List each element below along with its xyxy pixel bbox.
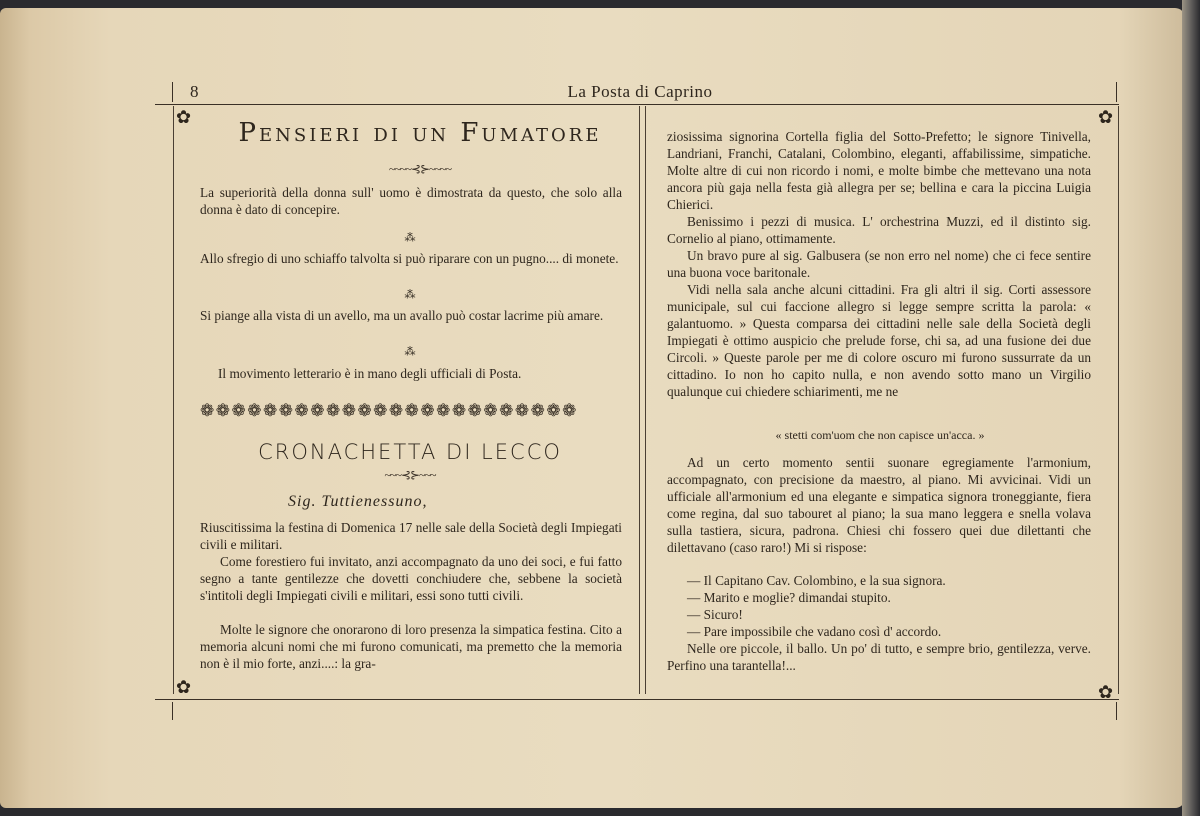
dialogue-line-3: — Sicuro!	[687, 607, 743, 622]
corner-ornament-icon: ✿	[1098, 107, 1114, 127]
right-paragraph-2: Benissimo i pezzi di musica. L' orchestrina Muzzi, ed il distinto sig. Cornelio al piano, ottimamente.	[667, 214, 1091, 246]
page-number: 8	[190, 82, 199, 101]
pensiero-1: La superiorità della donna sull' uomo è dimostrata da questo, che solo alla donna è dato di concepire.	[200, 185, 622, 217]
right-paragraph-5: Ad un certo momento sentii suonare egregiamente l'armonium, accompagnato, con precisione da maestro, al piano. Mi avvicinai. Vidi un ufficiale all'armonium ed una elegante e simpatica signora troneggiante, fiera come regina, dal suo tabouret al piano; la sua mano leggera e snella volava sulla tastiera, sicura, padrona. Chiesi chi fossero quei due dilettanti che dilettavano (caso raro!) Mi si rispose:	[667, 455, 1091, 555]
right-paragraph-3: Un bravo pure al sig. Galbusera (se non erro nel nome) che ci fece sentire una buona voce baritonale.	[667, 248, 1091, 280]
dialogue-line-1: — Il Capitano Cav. Colombino, e la sua signora.	[687, 573, 946, 588]
footer-tick-left	[172, 702, 173, 720]
dinkus-icon: ⁂	[404, 346, 416, 358]
swirl-divider-icon: ~~~~⊰⊱~~~~	[388, 162, 452, 176]
page-edge	[1182, 0, 1200, 816]
dinkus-icon: ⁂	[404, 289, 416, 301]
dinkus-icon: ⁂	[404, 232, 416, 244]
right-paragraph-4: Vidi nella sala anche alcuni cittadini. Fra gli altri il sig. Corti assessore municipale, sul cui faccione allegro si legge sempre scritta la parola: « galantuomo. » Questa comparsa dei cittadini nelle sale della Società degli Impiegati è ottimo auspicio che prelude forse, chi sa, ad una fusione dei due Circoli. » Queste parole per me di colore oscuro mi furono sussurrate da un cittadino. Io non ho capito nulla, e non avendo sotto mano un Virgilio qualunque cui chiedere schiarimenti, me ne	[667, 282, 1091, 399]
right-paragraph-1: ziosissima signorina Cortella figlia del Sotto-Prefetto; le signore Tinivella, Landriani, Franchi, Catalani, Colombino, eleganti, affabilissime, simpatiche. Molte altre di cui non ricordo i nomi, e molte bimbe che mettevano una nota ancora più gaja nella festa già allegra per se; bellina e cara la piccina Luigia Chierici.	[667, 129, 1091, 212]
footer-tick-right	[1116, 702, 1117, 720]
right-paragraph-6: Nelle ore piccole, il ballo. Un po' di tutto, e sempre brio, gentilezza, verve. Perfino una tarantella!...	[667, 641, 1091, 673]
swirl-divider-icon: ~~~⊰⊱~~~	[384, 468, 436, 482]
journal-title: La Posta di Caprino	[567, 82, 713, 101]
running-header	[160, 82, 1120, 102]
dante-quote: « stetti com'uom che non capisce un'acca. »	[775, 428, 985, 442]
corner-ornament-icon: ✿	[176, 677, 192, 697]
article-title-pensieri: Pensieri di un Fumatore	[238, 118, 602, 148]
cronaca-paragraph-2: Come forestiero fui invitato, anzi accompagnato da uno dei soci, e fui fatto segno a tante gentilezze che dovetti conchiudere che, sebbene la società s'intitoli degli Impiegati civili e militari, essi sono tutti civili.	[200, 554, 622, 603]
pensiero-2: Allo sfregio di uno schiaffo talvolta si può riparare con un pugno.... di monete.	[200, 251, 619, 266]
article-title-cronachetta: CRONACHETTA DI LECCO	[258, 440, 562, 464]
header-tick-right	[1116, 82, 1117, 102]
salutation: Sig. Tuttienessuno,	[288, 493, 428, 510]
cronaca-paragraph-1: Riuscitissima la festina di Domenica 17 nelle sale della Società degli Impiegati civili e militari.	[200, 520, 622, 552]
corner-ornament-icon: ✿	[1098, 682, 1114, 702]
ornamental-band-icon: ❁❁❁❁❁❁❁❁❁❁❁❁❁❁❁❁❁❁❁❁❁❁❁❁	[200, 401, 578, 419]
pensiero-3: Si piange alla vista di un avello, ma un avallo può costar lacrime più amare.	[200, 308, 604, 323]
corner-ornament-icon: ✿	[176, 107, 192, 127]
dialogue-line-2: — Marito e moglie? dimandai stupito.	[687, 590, 891, 605]
header-rule	[155, 104, 1119, 105]
footer-rule	[155, 699, 1119, 700]
dialogue-line-4: — Pare impossibile che vadano così d' accordo.	[687, 624, 942, 639]
pensiero-4: Il movimento letterario è in mano degli ufficiali di Posta.	[218, 366, 522, 381]
header-tick-left	[172, 82, 173, 102]
cronaca-paragraph-3: Molte le signore che onorarono di loro presenza la simpatica festina. Cito a memoria alcuni nomi che mi furono comunicati, ma premetto che la memoria non è il mio forte, anzi....: la gra-	[200, 622, 622, 671]
